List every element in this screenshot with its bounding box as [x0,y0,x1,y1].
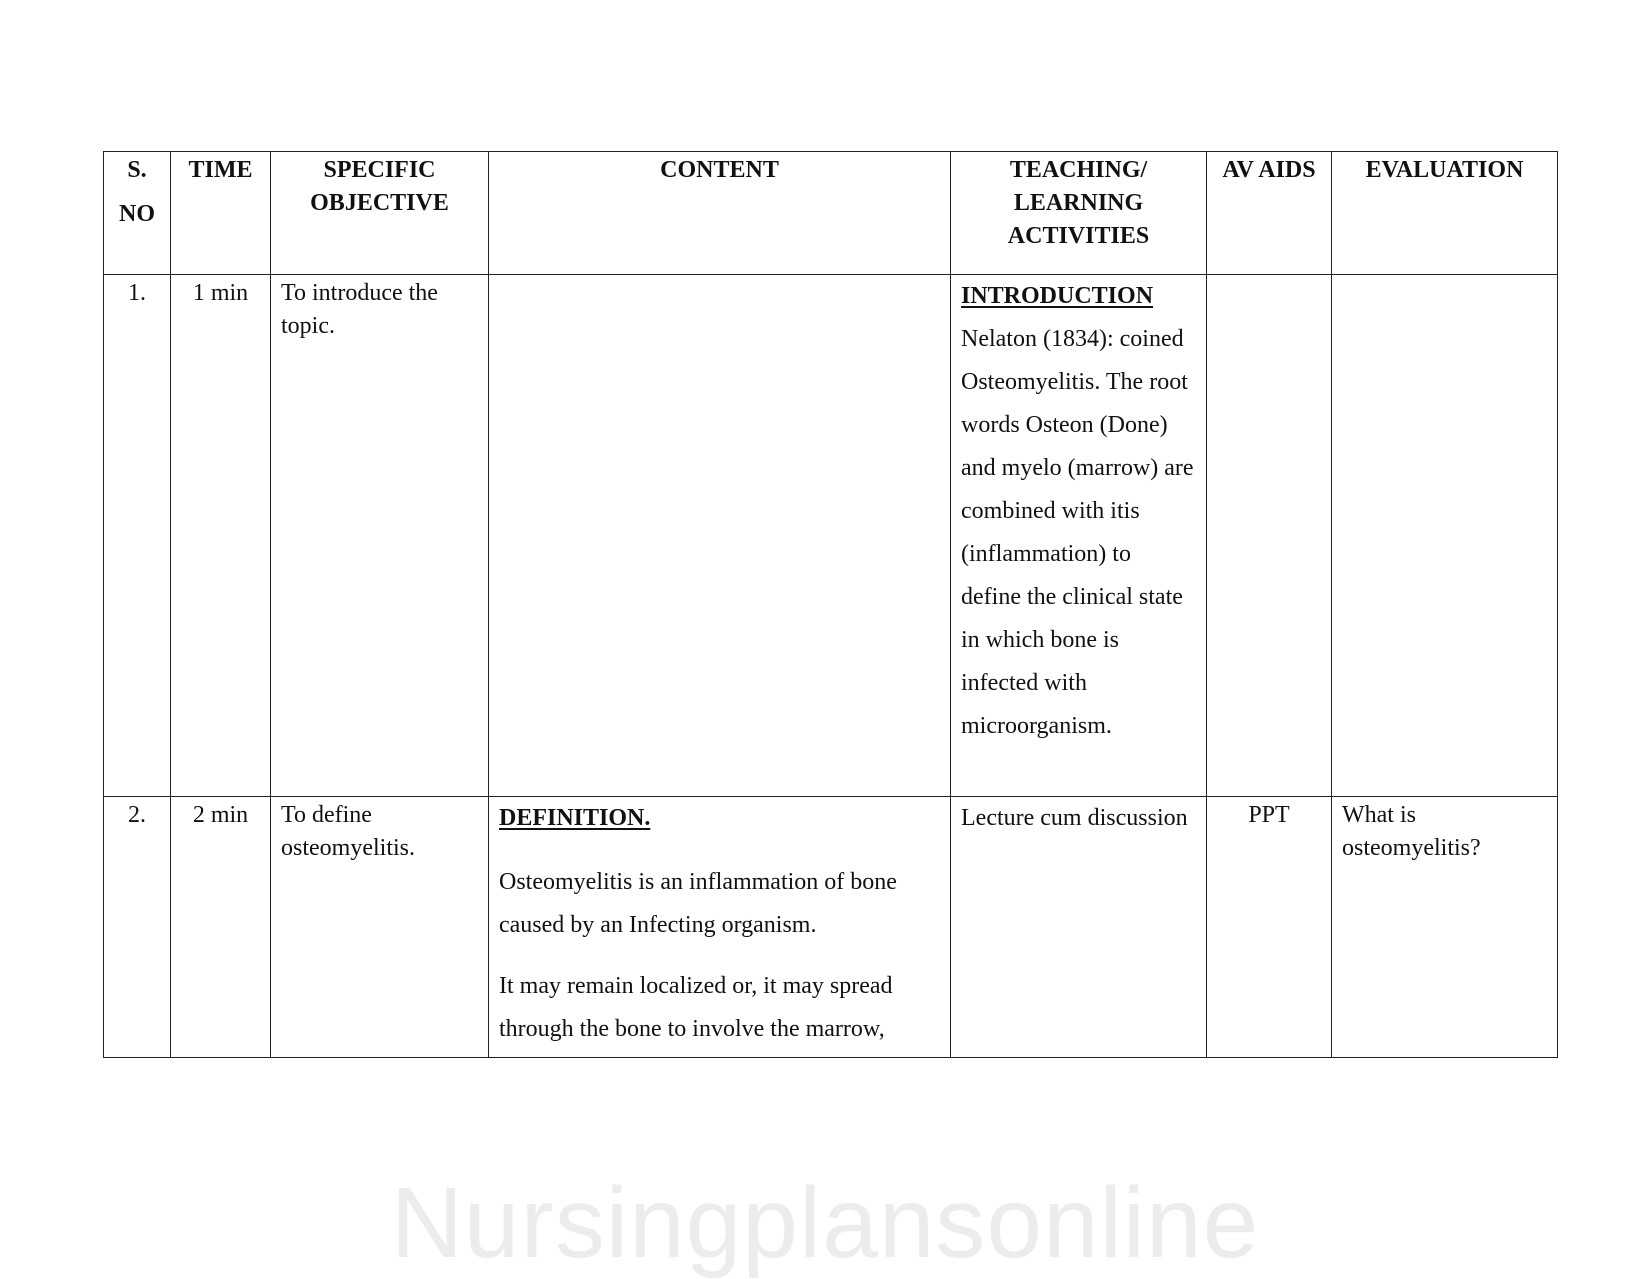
row1-evaluation [1332,275,1558,797]
header-sno-line2: NO [119,201,155,227]
header-teaching-line3: ACTIVITIES [1007,223,1150,249]
header-sno [104,152,171,275]
header-objective-line1: SPECIFIC [323,157,436,183]
row2-content [489,797,951,1058]
row2-evaluation: What is osteomyelitis? [1332,797,1558,1058]
header-time [171,152,271,275]
table-row [104,797,1558,1058]
header-av-aids-label: AV AIDS [1222,157,1316,183]
header-evaluation-label: EVALUATION [1365,157,1524,183]
header-teaching-line1: TEACHING/ [1009,157,1148,183]
row1-objective: To introduce the topic. [271,275,489,797]
header-time-label: TIME [188,157,253,183]
row2-content-para2: It may remain localized or, it may spread through the bone to involve the marrow, [499,973,893,1042]
row2-teaching: Lecture cum discussion [951,797,1207,1058]
row2-objective: To define osteomyelitis. [271,797,489,1058]
header-av-aids [1207,152,1332,275]
row1-sno: 1. [104,275,171,797]
header-teaching-line2: LEARNING [1013,190,1144,216]
header-objective [271,152,489,275]
lesson-plan-table [103,151,1558,1058]
header-objective-line2: OBJECTIVE [310,190,449,216]
table-row [104,275,1558,797]
row2-content-para1: Osteomyelitis is an inflammation of bone caused by an Infecting organism. [499,869,897,938]
row2-sno: 2. [104,797,171,1058]
row1-time: 1 min [171,275,271,797]
header-content-label: CONTENT [660,157,779,183]
header-row [104,152,1558,275]
row2-av-aids: PPT [1207,797,1332,1058]
header-content [489,152,951,275]
header-sno-line1: S. [127,157,147,183]
row1-teaching-text: Nelaton (1834): coined Osteomyelitis. The root words Osteon (Done) and myelo (marrow) are combined with itis (inflammation) to define the clinical state in which bone is infected with microorganism. [961,326,1194,739]
row1-teaching-heading: INTRODUCTION [961,283,1154,309]
row2-time: 2 min [171,797,271,1058]
row2-content-heading: DEFINITION. [499,805,651,831]
row1-av-aids [1207,275,1332,797]
row1-content [489,275,951,797]
header-teaching [951,152,1207,275]
watermark: Nursingplansonline [390,1167,1260,1279]
row1-teaching [951,275,1207,797]
header-evaluation [1332,152,1558,275]
